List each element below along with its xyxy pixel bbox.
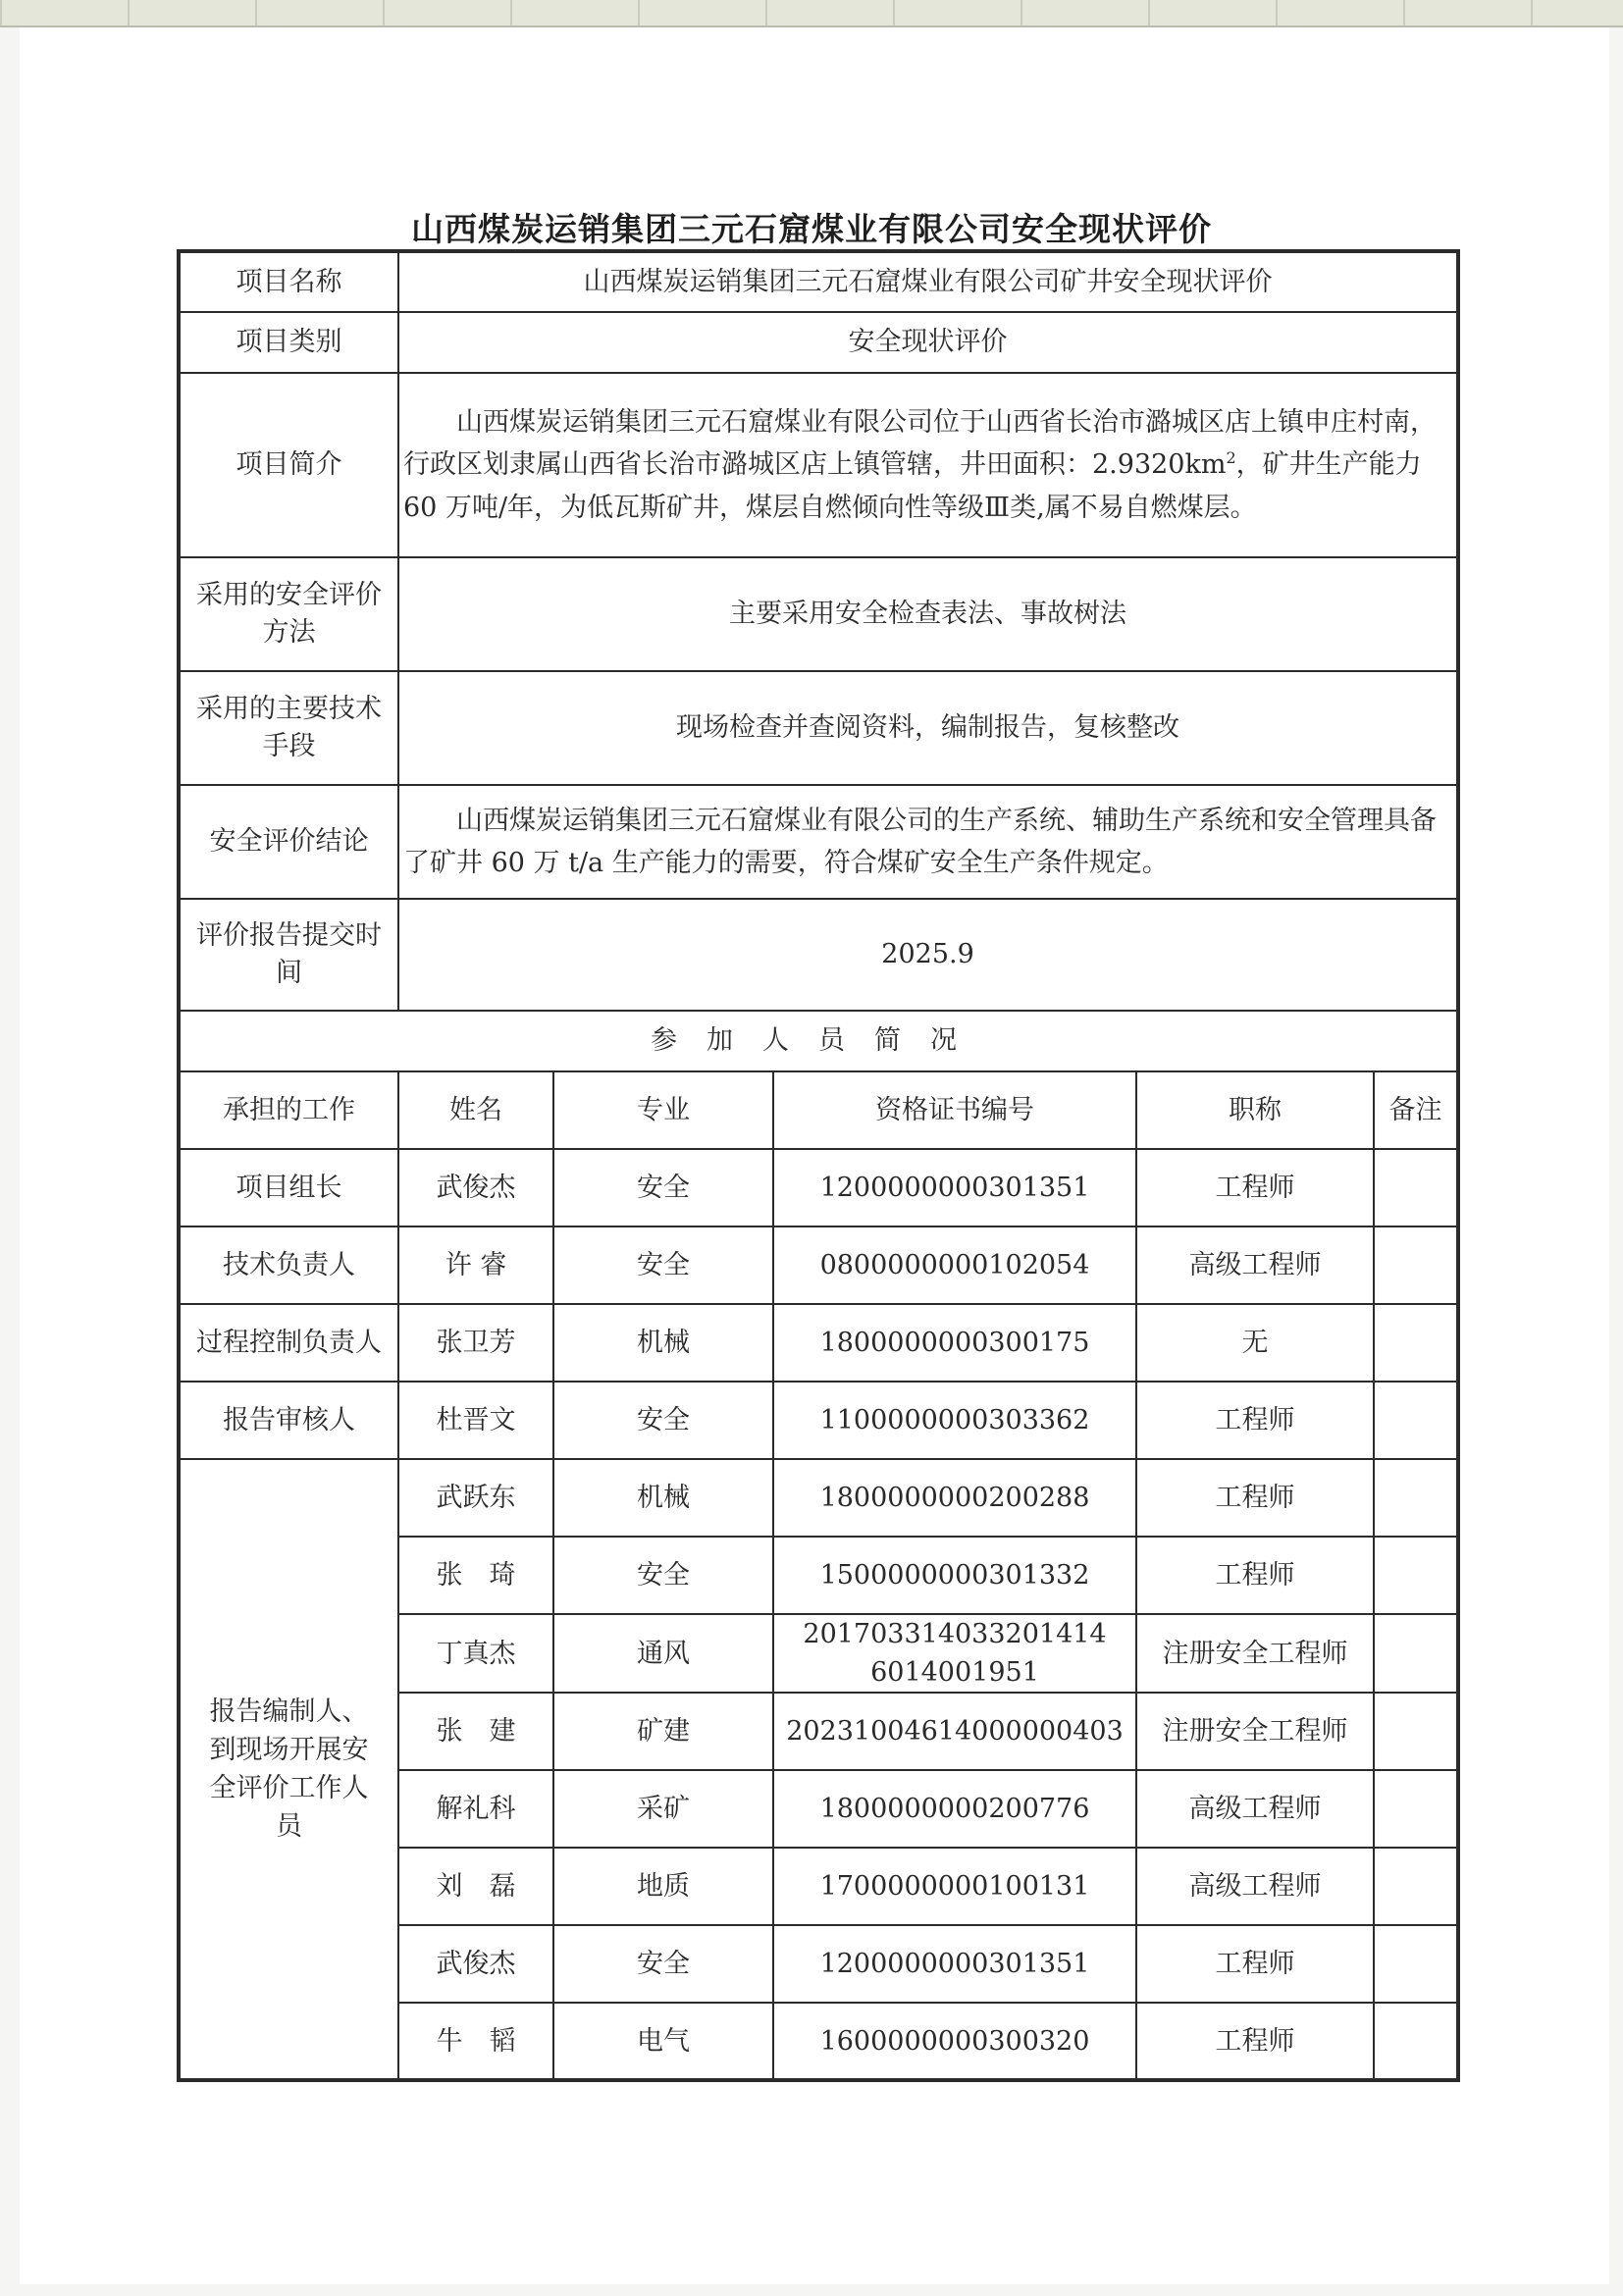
header-name: 姓名 [398,1071,553,1149]
row-technique [179,671,1458,785]
note-cell [1374,1382,1458,1459]
title-cell: 注册安全工程师 [1136,1693,1374,1770]
table-row [179,1304,1458,1382]
row-method [179,557,1458,671]
cert-cell: 0800000000102054 [773,1226,1136,1304]
major-cell: 安全 [553,1537,773,1614]
cert-cell: 1600000000300320 [773,2003,1136,2080]
major-cell: 机械 [553,1304,773,1382]
major-cell: 通风 [553,1614,773,1693]
cert-cell: 1200000000301351 [773,1149,1136,1226]
header-role: 承担的工作 [179,1071,398,1149]
project-type-value: 安全现状评价 [398,312,1458,373]
title-cell: 工程师 [1136,2003,1374,2080]
note-cell [1374,1537,1458,1614]
title-cell: 注册安全工程师 [1136,1614,1374,1693]
name-cell: 武俊杰 [398,1925,553,2003]
role-cell: 报告审核人 [179,1382,398,1459]
title-cell: 高级工程师 [1136,1770,1374,1848]
major-cell: 地质 [553,1848,773,1925]
name-cell: 牛 韬 [398,2003,553,2080]
cert-cell: 1200000000301351 [773,1925,1136,2003]
cert-cell: 1800000000300175 [773,1304,1136,1382]
note-cell [1374,1149,1458,1226]
conclusion-label: 安全评价结论 [179,785,398,899]
submit-time-label: 评价报告提交时间 [179,899,398,1011]
cert-cell: 1800000000200288 [773,1459,1136,1537]
title-cell: 工程师 [1136,1149,1374,1226]
cert-line-2: 6014001951 [870,1657,1039,1689]
title-cell: 工程师 [1136,1925,1374,2003]
technique-value: 现场检查并查阅资料，编制报告，复核整改 [398,671,1458,785]
header-major: 专业 [553,1071,773,1149]
table-row [179,1149,1458,1226]
submit-time-value: 2025.9 [398,899,1458,1011]
technique-label: 采用的主要技术手段 [179,671,398,785]
title-cell: 高级工程师 [1136,1848,1374,1925]
name-cell: 丁真杰 [398,1614,553,1693]
name-cell: 武俊杰 [398,1149,553,1226]
header-cert: 资格证书编号 [773,1071,1136,1149]
title-cell: 高级工程师 [1136,1226,1374,1304]
project-intro-label: 项目简介 [179,373,398,557]
title-cell: 工程师 [1136,1459,1374,1537]
row-project-name [179,251,1458,312]
row-project-intro [179,373,1458,557]
method-value: 主要采用安全检查表法、事故树法 [398,557,1458,671]
name-cell: 武跃东 [398,1459,553,1537]
row-project-type [179,312,1458,373]
major-cell: 安全 [553,1925,773,2003]
project-name-label: 项目名称 [179,251,398,312]
title-cell: 工程师 [1136,1537,1374,1614]
role-cell: 过程控制负责人 [179,1304,398,1382]
major-cell: 机械 [553,1459,773,1537]
project-intro-text [398,373,1458,557]
cert-cell: 20231004614000000403 [773,1693,1136,1770]
major-cell: 安全 [553,1149,773,1226]
participants-header-row [179,1071,1458,1149]
table-row [179,1226,1458,1304]
table-row [179,1382,1458,1459]
note-cell [1374,1770,1458,1848]
cert-cell: 1800000000200776 [773,1770,1136,1848]
team-role-cell: 报告编制人、到现场开展安全评价工作人员 [179,1459,398,2080]
scan-edge [0,0,1623,27]
row-submit-time [179,899,1458,1011]
cert-cell [773,1614,1136,1693]
project-name-value: 山西煤炭运销集团三元石窟煤业有限公司矿井安全现状评价 [398,251,1458,312]
evaluation-form-table [177,249,1460,2082]
note-cell [1374,1304,1458,1382]
major-cell: 采矿 [553,1770,773,1848]
major-cell: 安全 [553,1382,773,1459]
title-cell: 无 [1136,1304,1374,1382]
name-cell: 杜晋文 [398,1382,553,1459]
participants-section-title: 参加人员简况 [179,1011,1458,1071]
name-cell: 张 琦 [398,1537,553,1614]
project-type-label: 项目类别 [179,312,398,373]
note-cell [1374,1925,1458,2003]
major-cell: 安全 [553,1226,773,1304]
row-participants-title [179,1011,1458,1071]
note-cell [1374,1614,1458,1693]
role-cell: 项目组长 [179,1149,398,1226]
intro-superscript: 2 [1226,448,1236,468]
header-note: 备注 [1374,1071,1458,1149]
conclusion-value: 山西煤炭运销集团三元石窟煤业有限公司的生产系统、辅助生产系统和安全管理具备了矿井 60 万 t/a 生产能力的需要，符合煤矿安全生产条件规定。 [398,785,1458,899]
cert-cell: 1500000000301332 [773,1537,1136,1614]
major-cell: 矿建 [553,1693,773,1770]
header-title: 职称 [1136,1071,1374,1149]
note-cell [1374,1459,1458,1537]
row-conclusion [179,785,1458,899]
note-cell [1374,1848,1458,1925]
note-cell [1374,2003,1458,2080]
name-cell: 张 建 [398,1693,553,1770]
note-cell [1374,1693,1458,1770]
name-cell: 解礼科 [398,1770,553,1848]
intro-text-rest: ，矿井生产能力 60 万吨/年，为低瓦斯矿井，煤层自燃倾向性等级Ⅲ类,属不易自燃煤层。 [403,449,1422,523]
role-cell: 技术负责人 [179,1226,398,1304]
name-cell: 张卫芳 [398,1304,553,1382]
table-row [179,1459,1458,1537]
name-cell: 刘 磊 [398,1848,553,1925]
cert-line-1: 201703314033201414 [803,1619,1107,1649]
note-cell [1374,1226,1458,1304]
name-cell: 许 睿 [398,1226,553,1304]
cert-cell: 1100000000303362 [773,1382,1136,1459]
intro-text-main: 山西煤炭运销集团三元石窟煤业有限公司位于山西省长治市潞城区店上镇申庄村南，行政区划隶属山西省长治市潞城区店上镇管辖，井田面积：2.9320km [403,407,1437,481]
document-title: 山西煤炭运销集团三元石窟煤业有限公司安全现状评价 [411,210,1212,248]
cert-cell: 1700000000100131 [773,1848,1136,1925]
title-cell: 工程师 [1136,1382,1374,1459]
major-cell: 电气 [553,2003,773,2080]
method-label: 采用的安全评价方法 [179,557,398,671]
